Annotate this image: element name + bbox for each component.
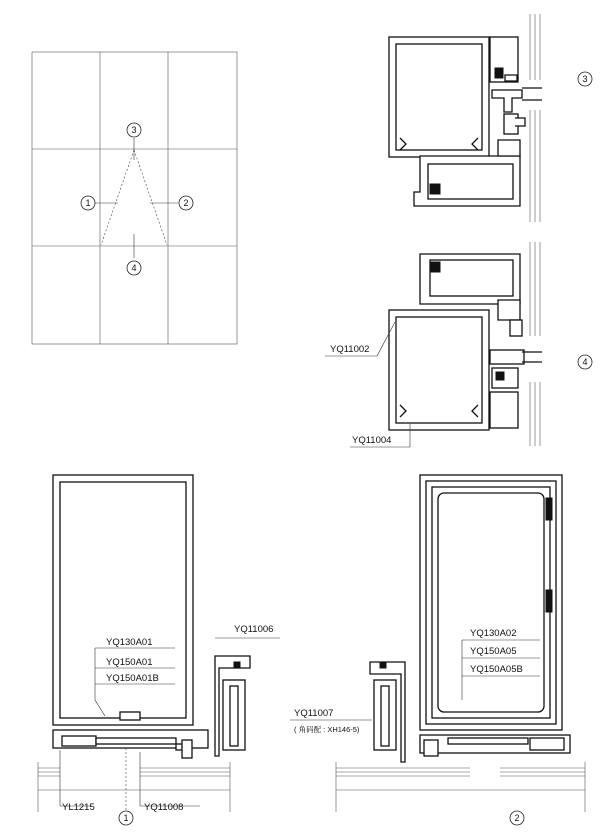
label-yq11002: YQ11002 xyxy=(330,344,370,355)
callout-3-grid xyxy=(127,123,141,137)
svg-text:3: 3 xyxy=(582,74,588,84)
svg-text:2: 2 xyxy=(514,813,520,823)
label-yq11004: YQ11004 xyxy=(352,435,392,446)
svg-text:4: 4 xyxy=(582,357,588,367)
label-yq150a05: YQ150A05 xyxy=(470,646,517,657)
label-yq130a02: YQ130A02 xyxy=(470,628,517,639)
label-yq11006: YQ11006 xyxy=(234,624,274,635)
label-yq150a05b: YQ150A05B xyxy=(470,664,523,675)
callout-2-section xyxy=(510,811,524,825)
label-yq150a01: YQ150A01 xyxy=(106,657,153,668)
section-2-profile xyxy=(290,475,585,812)
svg-text:3: 3 xyxy=(131,125,137,135)
callout-4-section xyxy=(578,355,592,369)
callout-1-section xyxy=(119,811,133,825)
svg-text:1: 1 xyxy=(123,813,129,823)
label-yq11008: YQ11008 xyxy=(144,802,184,813)
callout-4-grid xyxy=(127,261,141,275)
callout-1-grid xyxy=(81,196,95,210)
label-yq11007: YQ11007 xyxy=(294,708,334,719)
label-yq11007-note: ( 角码配 : XH146-5) xyxy=(294,725,360,734)
elevation-grid xyxy=(32,52,237,344)
svg-text:1: 1 xyxy=(85,198,91,208)
label-yl1215: YL1215 xyxy=(62,802,95,813)
label-yq150a01b: YQ150A01B xyxy=(106,673,159,684)
callout-3-section xyxy=(578,72,592,86)
label-yq130a01: YQ130A01 xyxy=(106,637,153,648)
callout-2-grid xyxy=(179,196,193,210)
svg-text:2: 2 xyxy=(183,198,189,208)
svg-text:4: 4 xyxy=(131,263,137,273)
section-1-profile xyxy=(38,475,280,812)
section-3-profile xyxy=(389,14,542,222)
